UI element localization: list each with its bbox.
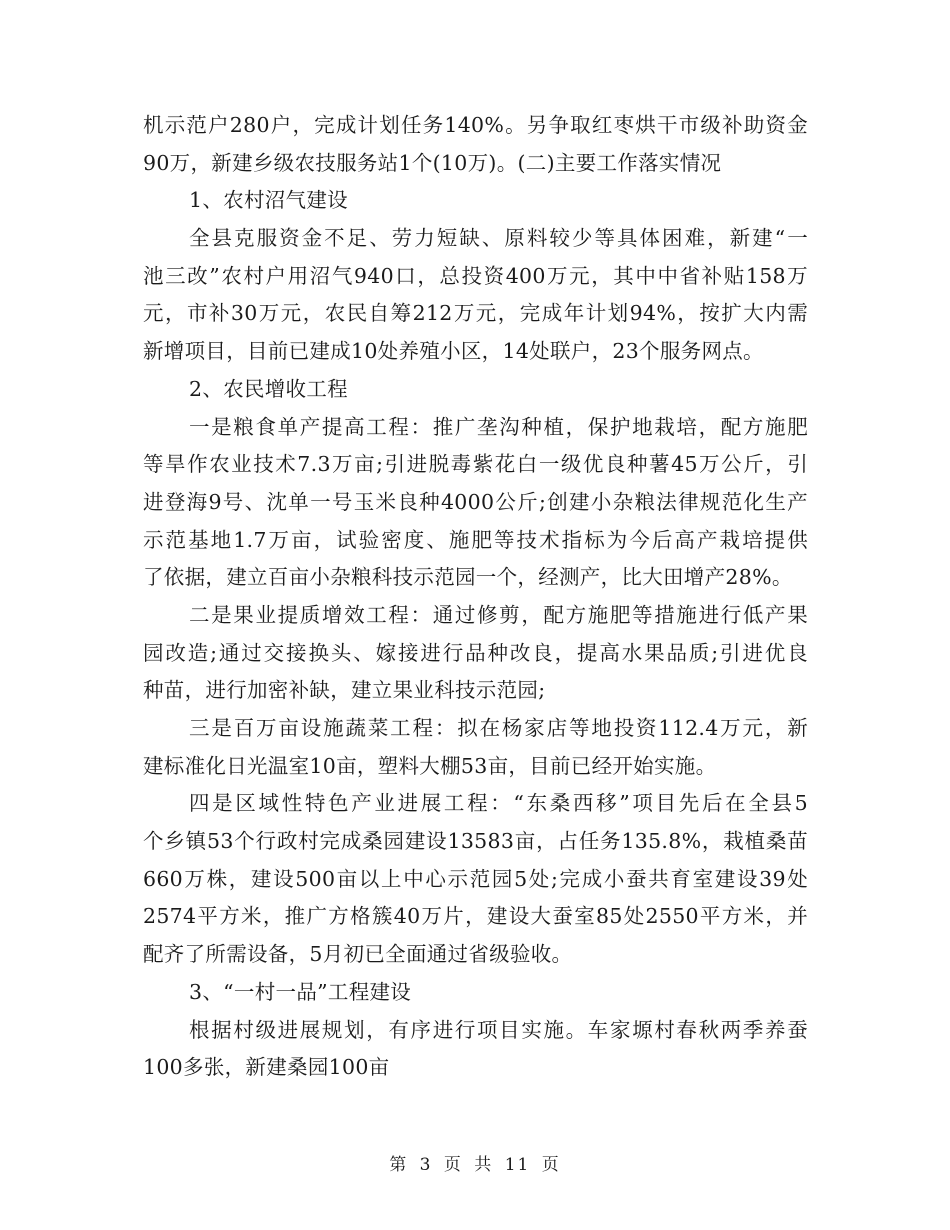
text-line: 示范基地1.7万亩，试验密度、施肥等技术指标为今后高产栽培提供	[143, 527, 808, 552]
text-line: 二是果业提质增效工程：通过修剪，配方施肥等措施进行低产果	[189, 602, 808, 627]
text-line: 元，市补30万元，农民自筹212万元，完成年计划94%，按扩大内需	[143, 301, 808, 326]
text-line: 个乡镇53个行政村完成桑园建设13583亩，占任务135.8%，栽植桑苗	[143, 829, 808, 854]
text-line: 机示范户280户，完成计划任务140%。另争取红枣烘干市级补助资金	[143, 113, 808, 137]
text-line: 100多张，新建桑园100亩	[143, 1055, 390, 1080]
text-line: 池三改”农村户用沼气940口，总投资400万元，其中中省补贴158万	[143, 263, 808, 288]
text-line: 种苗，进行加密补缺，建立果业科技示范园;	[143, 678, 546, 703]
text-line: 园改造;通过交接换头、嫁接进行品种改良，提高水果品质;引进优良	[143, 640, 808, 665]
text-line: 了依据，建立百亩小杂粮科技示范园一个，经测产，比大田增产28%。	[143, 565, 793, 590]
text-line: 三是百万亩设施蔬菜工程：拟在杨家店等地投资112.4万元，新	[189, 716, 808, 740]
text-line: 新增项目，目前已建成10处养殖小区，14处联户，23个服务网点。	[143, 339, 764, 364]
page-footer: 第 3 页 共 11 页	[389, 1155, 561, 1175]
text-line: 90万，新建乡级农技服务站1个(10万)。(二)主要工作落实情况	[143, 150, 722, 175]
text-line: 等旱作农业技术7.3万亩;引进脱毒紫花白一级优良种薯45万公斤，引	[143, 452, 808, 477]
text-line: 全县克服资金不足、劳力短缺、原料较少等具体困难，新建“一	[189, 226, 808, 251]
text-line: 3、“一村一品”工程建设	[189, 979, 412, 1004]
text-line: 660万株，建设500亩以上中心示范园5处;完成小蚕共育室建设39处	[143, 866, 808, 891]
text-line: 建标准化日光温室10亩，塑料大棚53亩，目前已经开始实施。	[143, 753, 717, 778]
document-body	[143, 107, 808, 1087]
text-line: 2574平方米，推广方格簇40万片，建设大蚕室85处2550平方米，并	[143, 904, 808, 929]
text-line: 配齐了所需设备，5月初已全面通过省级验收。	[143, 942, 573, 967]
text-line: 进登海9号、沈单一号玉米良种4000公斤;创建小杂粮法律规范化生产	[143, 489, 808, 514]
text-line: 2、农民增收工程	[189, 376, 348, 401]
text-line: 根据村级进展规划，有序进行项目实施。车家塬村春秋两季养蚕	[189, 1017, 808, 1042]
text-line: 1、农村沼气建设	[189, 188, 348, 213]
text-line: 一是粮食单产提高工程：推广垄沟种植，保护地栽培，配方施肥	[189, 414, 808, 439]
text-line: 四是区域性特色产业进展工程：“东桑西移”项目先后在全县5	[189, 791, 808, 816]
